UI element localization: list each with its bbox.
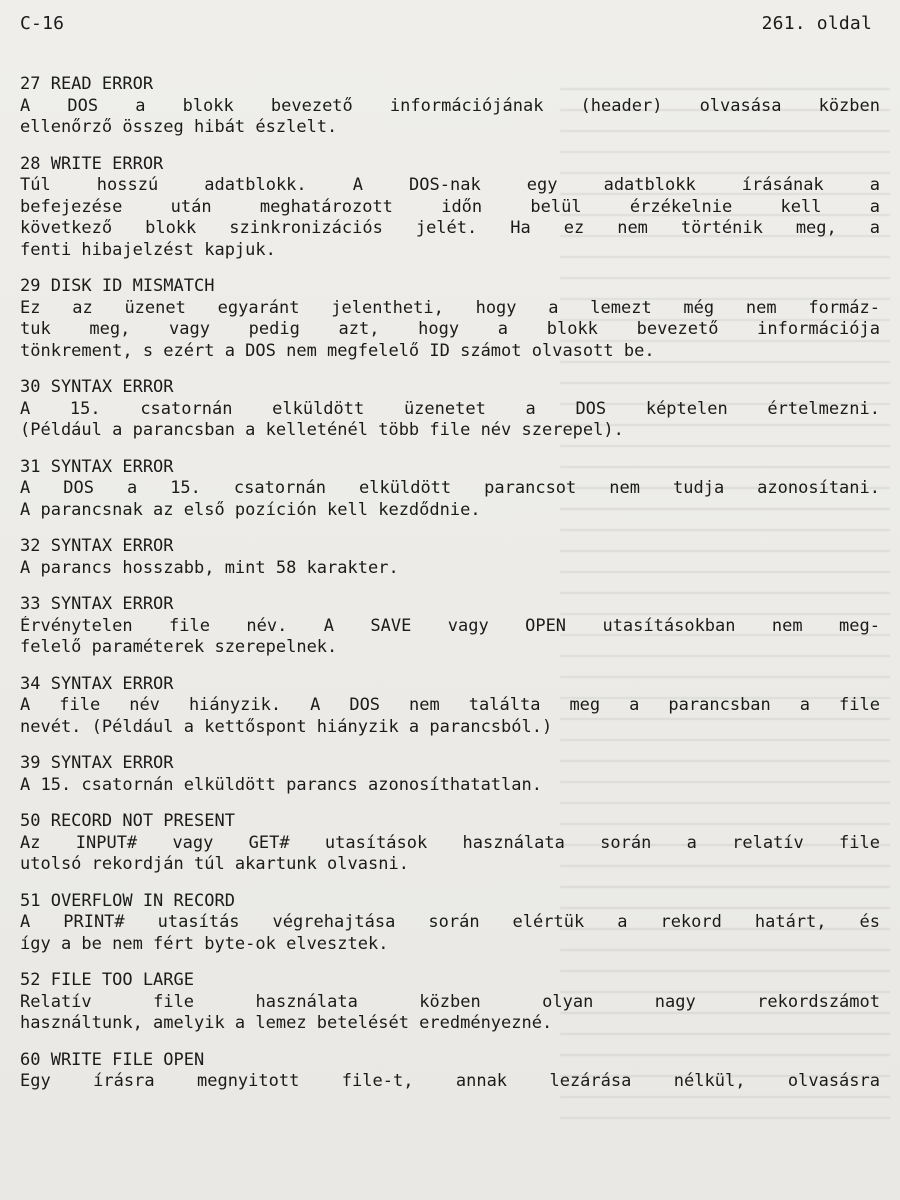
- error-description: [20, 775, 880, 797]
- description-line: Ez az üzenet egyaránt jelentheti, hogy a lemezt még nem formáz-: [20, 297, 880, 318]
- error-description: [20, 298, 880, 363]
- error-entry: [20, 536, 880, 579]
- description-line: A DOS a blokk bevezető információjának (header) olvasása közben: [20, 95, 880, 116]
- error-title: 34 SYNTAX ERROR: [20, 673, 174, 694]
- description-line: A file név hiányzik. A DOS nem találta meg a parancsban a file: [20, 695, 880, 715]
- error-title: 50 RECORD NOT PRESENT: [20, 811, 235, 831]
- error-title: 29 DISK ID MISMATCH: [20, 276, 215, 296]
- error-title: 32 SYNTAX ERROR: [20, 536, 174, 556]
- description-line: fenti hibajelzést kapjuk.: [20, 239, 276, 260]
- description-line: ellenőrző összeg hibát észlelt.: [20, 117, 338, 137]
- description-line: Relatív file használata közben olyan nagy rekordszámot: [20, 991, 880, 1012]
- error-description: [20, 1071, 880, 1093]
- error-entry: [20, 970, 880, 1035]
- error-description: [20, 833, 880, 876]
- description-line: használtunk, amelyik a lemez betelését eredményezné.: [20, 1013, 553, 1033]
- error-entry: [20, 753, 880, 796]
- error-entry: [20, 811, 880, 876]
- description-line: nevét. (Például a kettőspont hiányzik a parancsból.): [20, 716, 553, 737]
- description-line: tönkrement, s ezért a DOS nem megfelelő ID számot olvasott be.: [20, 340, 655, 361]
- description-line: felelő paraméterek szerepelnek.: [20, 637, 338, 657]
- error-title: 30 SYNTAX ERROR: [20, 377, 174, 397]
- error-description: [20, 96, 880, 139]
- error-entry: [20, 594, 880, 659]
- description-line: A parancs hosszabb, mint 58 karakter.: [20, 557, 399, 578]
- error-description: [20, 992, 880, 1035]
- description-line: így a be nem fért byte-ok elvesztek.: [20, 933, 389, 954]
- error-entry: [20, 891, 880, 956]
- description-line: utolsó rekordján túl akartunk olvasni.: [20, 854, 409, 874]
- error-title: 51 OVERFLOW IN RECORD: [20, 890, 235, 911]
- description-line: Érvénytelen file név. A SAVE vagy OPEN utasításokban nem meg-: [20, 615, 880, 636]
- page-number: 261. oldal: [761, 13, 872, 34]
- description-line: befejezése után meghatározott időn belül érzékelnie kell a: [20, 196, 880, 217]
- page-header: [20, 12, 872, 36]
- error-title: 33 SYNTAX ERROR: [20, 594, 174, 614]
- error-entry: [20, 457, 880, 522]
- error-title: 27 READ ERROR: [20, 74, 154, 94]
- error-description: [20, 912, 880, 955]
- section-code: C-16: [20, 13, 65, 34]
- error-title: 52 FILE TOO LARGE: [20, 970, 194, 990]
- error-entry: [20, 674, 880, 739]
- description-line: Egy írásra megnyitott file-t, annak lezárása nélkül, olvasásra: [20, 1071, 880, 1091]
- error-entry: [20, 276, 880, 362]
- error-description: [20, 478, 880, 521]
- description-line: A parancsnak az első pozíción kell kezdődnie.: [20, 499, 481, 520]
- description-line: Túl hosszú adatblokk. A DOS-nak egy adatblokk írásának a: [20, 175, 880, 195]
- error-entry: [20, 74, 880, 139]
- error-entry: [20, 1050, 880, 1093]
- error-title: 31 SYNTAX ERROR: [20, 456, 174, 477]
- error-title: 39 SYNTAX ERROR: [20, 753, 174, 773]
- description-line: A 15. csatornán elküldött üzenetet a DOS képtelen értelmezni.: [20, 398, 880, 419]
- error-title: 60 WRITE FILE OPEN: [20, 1049, 205, 1070]
- description-line: tuk meg, vagy pedig azt, hogy a blokk bevezető információja: [20, 319, 880, 339]
- error-title: 28 WRITE ERROR: [20, 153, 164, 174]
- description-line: következő blokk szinkronizációs jelét. Ha ez nem történik meg, a: [20, 218, 880, 238]
- error-entry: [20, 377, 880, 442]
- description-line: A PRINT# utasítás végrehajtása során elértük a rekord határt, és: [20, 912, 880, 932]
- error-description: [20, 695, 880, 738]
- error-description: [20, 558, 880, 580]
- description-line: A DOS a 15. csatornán elküldött parancsot nem tudja azonosítani.: [20, 478, 880, 498]
- description-line: Az INPUT# vagy GET# utasítások használata során a relatív file: [20, 832, 880, 853]
- error-description: [20, 399, 880, 442]
- description-line: (Például a parancsban a kelleténél több file név szerepel).: [20, 420, 624, 440]
- error-list: [20, 74, 880, 1108]
- error-entry: [20, 154, 880, 262]
- description-line: A 15. csatornán elküldött parancs azonosíthatatlan.: [20, 774, 542, 795]
- error-description: [20, 175, 880, 261]
- error-description: [20, 616, 880, 659]
